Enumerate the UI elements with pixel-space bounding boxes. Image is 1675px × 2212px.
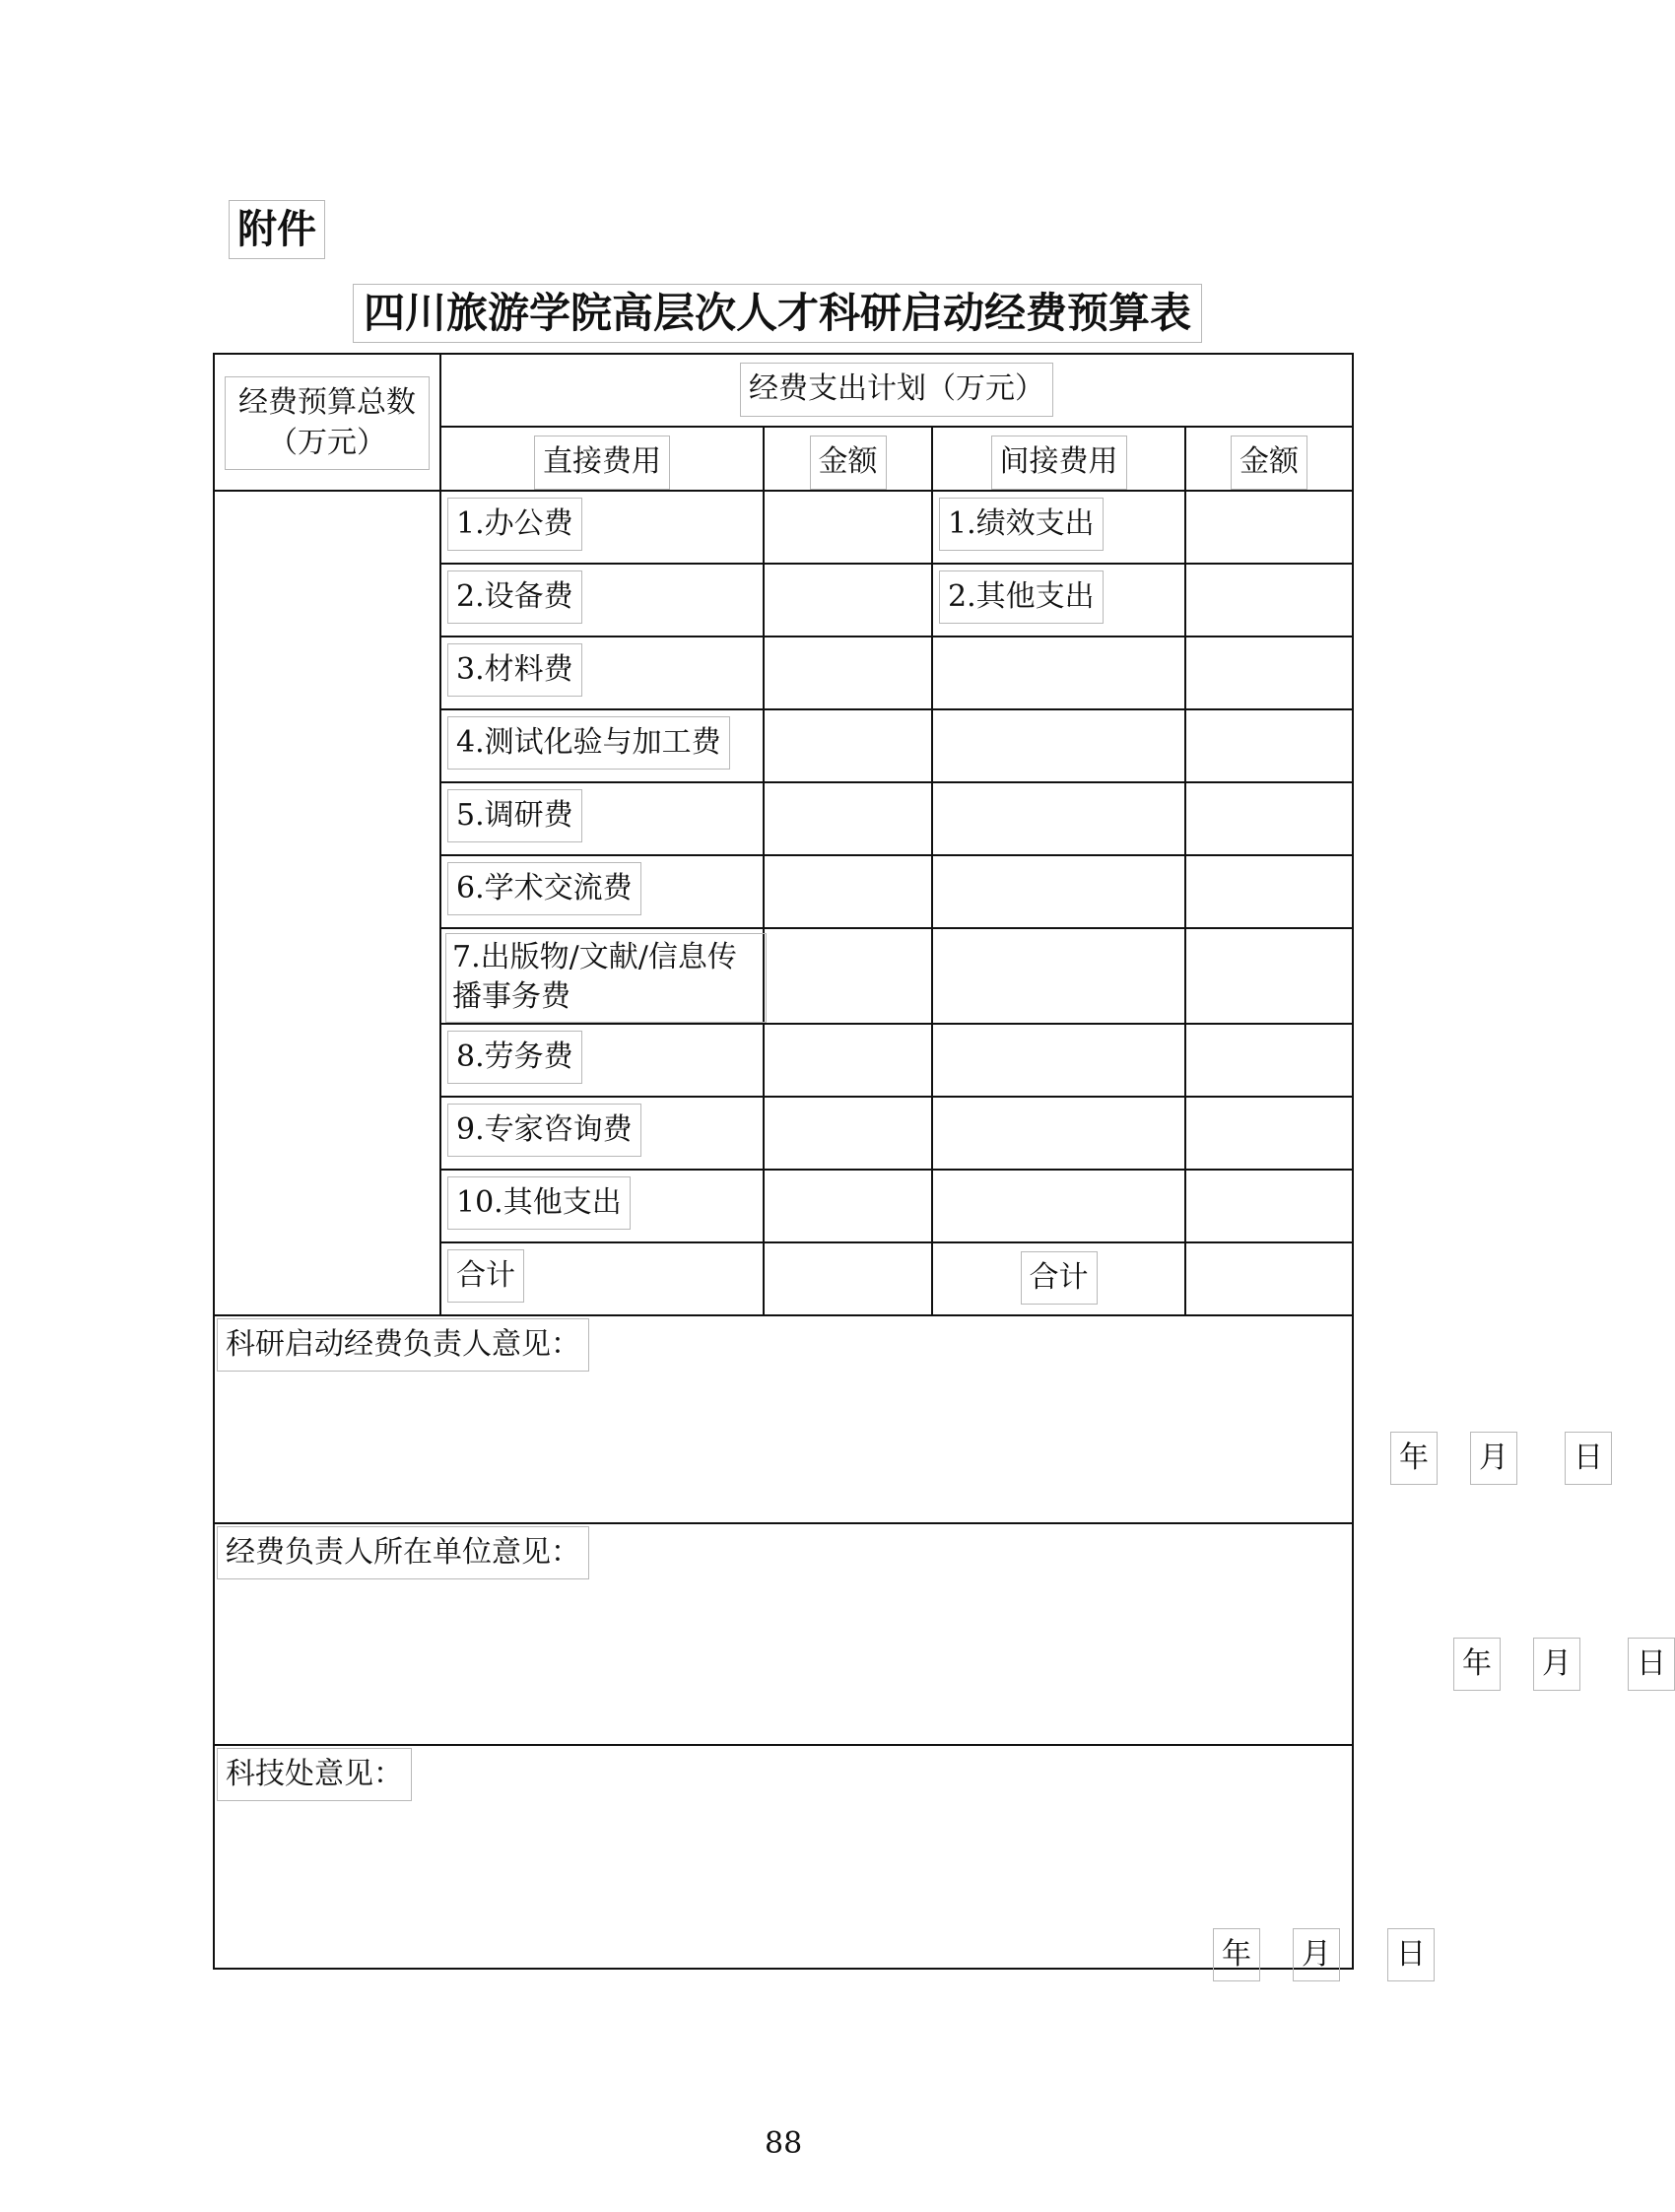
direct-total-amount-cell[interactable] (764, 1242, 932, 1315)
direct-item-label: 10.其他支出 (447, 1176, 631, 1231)
indirect-item-cell[interactable] (932, 1097, 1185, 1170)
indirect-cost-label: 间接费用 (991, 436, 1127, 490)
direct-item-cell (440, 782, 764, 855)
office-opinion-label: 科技处意见： (217, 1748, 412, 1802)
direct-amount-input-cell[interactable] (764, 1170, 932, 1242)
direct-item-label: 2.设备费 (447, 570, 582, 625)
direct-item-label: 6.学术交流费 (447, 862, 641, 916)
year-label: 年 (1390, 1432, 1438, 1486)
indirect-amount-input-cell[interactable] (1185, 928, 1353, 1024)
direct-item-cell (440, 564, 764, 637)
indirect-amount-input-cell[interactable] (1185, 637, 1353, 709)
day-label: 日 (1565, 1432, 1612, 1486)
indirect-item-cell[interactable] (932, 928, 1185, 1024)
direct-item-cell (440, 855, 764, 928)
direct-item-label: 9.专家咨询费 (447, 1104, 641, 1158)
direct-cost-label: 直接费用 (534, 436, 670, 490)
indirect-amount-input-cell[interactable] (1185, 564, 1353, 637)
year-label: 年 (1453, 1638, 1501, 1692)
indirect-item-cell (932, 491, 1185, 564)
month-label: 月 (1470, 1432, 1517, 1486)
direct-item-cell (440, 709, 764, 782)
plan-header-cell (440, 354, 1353, 427)
office-opinion-cell[interactable] (214, 1745, 1426, 1972)
direct-item-cell (440, 1097, 764, 1170)
indirect-item-cell[interactable] (932, 709, 1185, 782)
direct-item-cell (440, 1170, 764, 1242)
direct-total-label: 合计 (447, 1249, 524, 1304)
year-label: 年 (1213, 1928, 1260, 1982)
indirect-total-cell (932, 1242, 1185, 1315)
direct-amount-input-cell[interactable] (764, 491, 932, 564)
direct-item-label: 8.劳务费 (447, 1031, 582, 1085)
page-title: 四川旅游学院高层次人才科研启动经费预算表 (353, 284, 1202, 343)
indirect-amount-header-cell (1185, 427, 1353, 491)
direct-header-cell (440, 427, 764, 491)
indirect-header-cell (932, 427, 1185, 491)
direct-total-cell (440, 1242, 764, 1315)
indirect-amount-input-cell[interactable] (1185, 1170, 1353, 1242)
direct-item-cell (440, 1024, 764, 1097)
indirect-item-cell[interactable] (932, 1024, 1185, 1097)
direct-amount-input-cell[interactable] (764, 709, 932, 782)
day-label: 日 (1387, 1928, 1435, 1982)
indirect-item-cell[interactable] (932, 782, 1185, 855)
attachment-label: 附件 (229, 200, 325, 259)
direct-item-cell (440, 491, 764, 564)
day-label: 日 (1628, 1638, 1675, 1692)
total-budget-label: 经费预算总数（万元） (225, 376, 430, 470)
direct-amount-input-cell[interactable] (764, 855, 932, 928)
indirect-amount-input-cell[interactable] (1185, 709, 1353, 782)
indirect-total-label: 合计 (1021, 1251, 1098, 1306)
plan-label: 经费支出计划（万元） (740, 363, 1053, 417)
budget-table (213, 353, 1666, 1972)
direct-item-cell (440, 637, 764, 709)
direct-item-label: 1.办公费 (447, 498, 582, 552)
page-number: 88 (765, 2126, 803, 2161)
indirect-amount-input-cell[interactable] (1185, 1097, 1353, 1170)
direct-amount-input-cell[interactable] (764, 1097, 932, 1170)
indirect-item-cell[interactable] (932, 1170, 1185, 1242)
indirect-amount-input-cell[interactable] (1185, 782, 1353, 855)
direct-item-cell (440, 928, 764, 1024)
indirect-item-label: 1.绩效支出 (939, 498, 1104, 552)
direct-amount-input-cell[interactable] (764, 782, 932, 855)
indirect-amount-input-cell[interactable] (1185, 855, 1353, 928)
direct-amount-input-cell[interactable] (764, 564, 932, 637)
total-budget-header-cell (214, 354, 440, 491)
direct-amount-input-cell[interactable] (764, 1024, 932, 1097)
direct-amount-label: 金额 (810, 436, 887, 490)
direct-item-label: 7.出版物/文献/信息传播事务费 (445, 933, 767, 1023)
direct-amount-header-cell (764, 427, 932, 491)
month-label: 月 (1533, 1638, 1580, 1692)
total-budget-input-cell[interactable] (214, 491, 440, 1315)
unit-opinion-cell[interactable] (214, 1523, 1666, 1745)
direct-amount-input-cell[interactable] (764, 928, 932, 1024)
direct-amount-input-cell[interactable] (764, 637, 932, 709)
indirect-item-label: 2.其他支出 (939, 570, 1104, 625)
indirect-amount-label: 金额 (1231, 436, 1307, 490)
indirect-total-amount-cell[interactable] (1185, 1242, 1353, 1315)
indirect-amount-input-cell[interactable] (1185, 491, 1353, 564)
indirect-item-cell[interactable] (932, 637, 1185, 709)
indirect-amount-input-cell[interactable] (1185, 1024, 1353, 1097)
indirect-item-cell (932, 564, 1185, 637)
unit-opinion-label: 经费负责人所在单位意见： (217, 1526, 589, 1580)
leader-opinion-cell[interactable] (214, 1315, 1603, 1523)
direct-item-label: 5.调研费 (447, 789, 582, 843)
indirect-item-cell[interactable] (932, 855, 1185, 928)
direct-item-label: 4.测试化验与加工费 (447, 716, 730, 771)
direct-item-label: 3.材料费 (447, 643, 582, 698)
leader-opinion-label: 科研启动经费负责人意见： (217, 1318, 589, 1373)
month-label: 月 (1293, 1928, 1340, 1982)
